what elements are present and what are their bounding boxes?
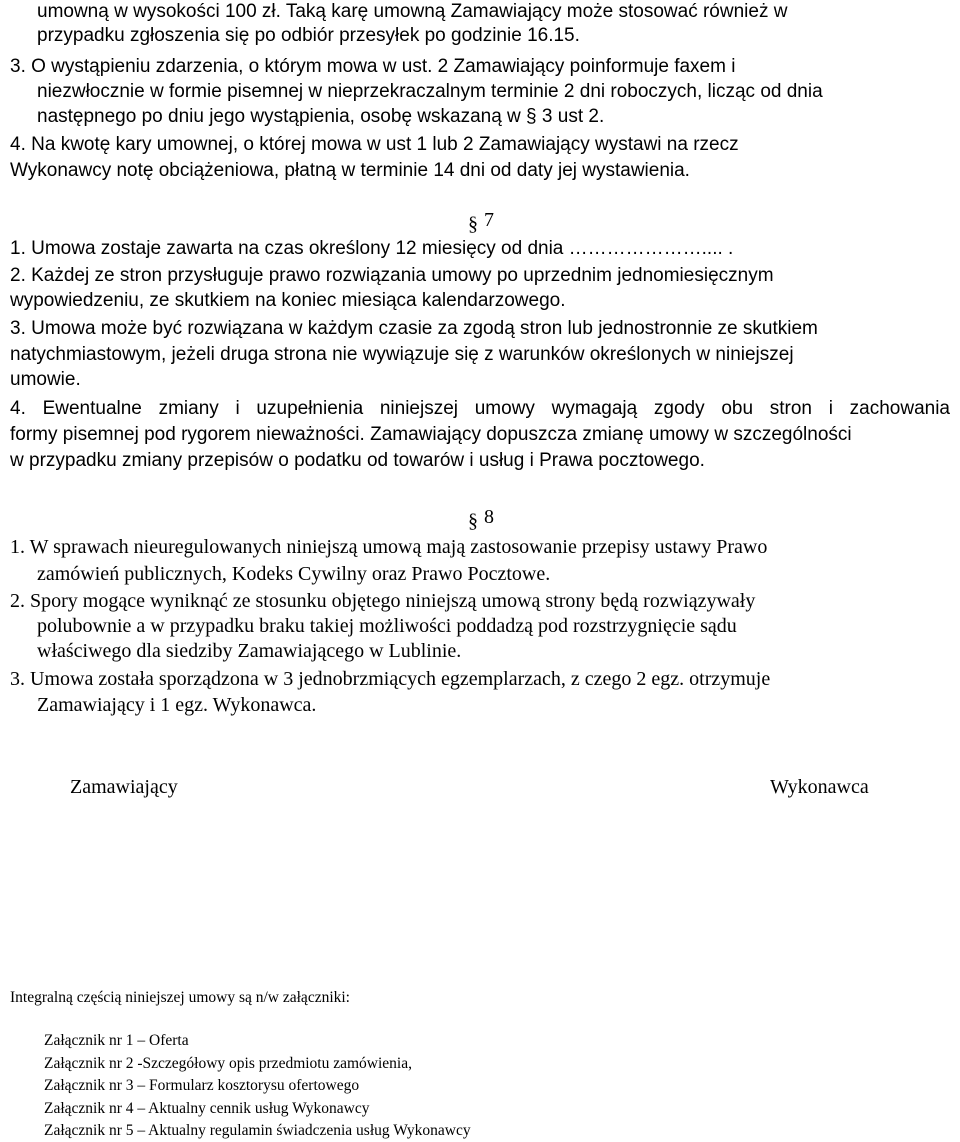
text-line: 1. Umowa zostaje zawarta na czas określony 12 miesięcy od dnia ………………….... .	[10, 238, 734, 259]
text-line: 2. Spory mogące wyniknąć ze stosunku objętego niniejszą umową strony będą rozwiązywały	[10, 590, 756, 612]
list-item: Załącznik nr 1 – Oferta	[44, 1032, 189, 1049]
text-line: umowną w wysokości 100 zł. Taką karę umowną Zamawiający może stosować również w	[37, 1, 788, 22]
paragraph-sign: §	[468, 213, 478, 235]
signature-zamawiajacy: Zamawiający	[70, 776, 178, 798]
text-line: 1. W sprawach nieuregulowanych niniejszą umową mają zastosowanie przepisy ustawy Prawo	[10, 536, 768, 558]
paragraph-sign: §	[468, 510, 478, 532]
list-item: Załącznik nr 4 – Aktualny cennik usług Wykonawcy	[44, 1100, 370, 1117]
text-line: 3. O wystąpieniu zdarzenia, o którym mowa w ust. 2 Zamawiający poinformuje faxem i	[10, 56, 736, 77]
text-line: Wykonawcy notę obciążeniowa, płatną w terminie 14 dni od daty jej wystawienia.	[10, 160, 690, 181]
text-line: w przypadku zmiany przepisów o podatku od towarów i usług i Prawa pocztowego.	[10, 450, 705, 471]
text-line: 2. Każdej ze stron przysługuje prawo rozwiązania umowy po uprzednim jednomiesięcznym	[10, 265, 774, 286]
section-number: 7	[484, 209, 494, 231]
text-line: formy pisemnej pod rygorem nieważności. Zamawiający dopuszcza zmianę umowy w szczególności	[10, 424, 852, 445]
text-line: następnego po dniu jego wystąpienia, osobę wskazaną w § 3 ust 2.	[37, 106, 605, 127]
text-line: niezwłocznie w formie pisemnej w nieprzekraczalnym terminie 2 dni roboczych, licząc od dnia	[37, 81, 823, 102]
text-line: 4. Ewentualne zmiany i uzupełnienia niniejszej umowy wymagają zgody obu stron i zachowania	[10, 398, 950, 419]
list-item: Załącznik nr 3 – Formularz kosztorysu ofertowego	[44, 1077, 360, 1094]
text-line: 4. Na kwotę kary umownej, o której mowa w ust 1 lub 2 Zamawiający wystawi na rzecz	[10, 134, 739, 155]
text-line: natychmiastowym, jeżeli druga strona nie wywiązuje się z warunków określonych w niniejszej	[10, 344, 794, 365]
section-7-heading	[468, 208, 494, 235]
text-line: umowie.	[10, 369, 81, 390]
text-line: Zamawiający i 1 egz. Wykonawca.	[37, 694, 317, 716]
section-8-heading	[468, 505, 494, 532]
text-line: zamówień publicznych, Kodeks Cywilny oraz Prawo Pocztowe.	[37, 563, 551, 585]
text-line: przypadku zgłoszenia się po odbiór przesyłek po godzinie 16.15.	[37, 25, 580, 46]
list-item: Załącznik nr 5 – Aktualny regulamin świadczenia usług Wykonawcy	[44, 1122, 471, 1139]
attachments-heading: Integralną częścią niniejszej umowy są n/w załączniki:	[10, 989, 350, 1006]
list-item: Załącznik nr 2 -Szczegółowy opis przedmiotu zamówienia,	[44, 1055, 412, 1072]
text-line: 3. Umowa może być rozwiązana w każdym czasie za zgodą stron lub jednostronnie ze skutkiem	[10, 318, 818, 339]
text-line: polubownie a w przypadku braku takiej możliwości poddadzą pod rozstrzygnięcie sądu	[37, 615, 737, 637]
text-line: wypowiedzeniu, ze skutkiem na koniec miesiąca kalendarzowego.	[10, 290, 566, 311]
section-number: 8	[484, 506, 494, 528]
text-line: właściwego dla siedziby Zamawiającego w Lublinie.	[37, 640, 462, 662]
signature-wykonawca: Wykonawca	[770, 776, 869, 798]
text-line: 3. Umowa została sporządzona w 3 jednobrzmiących egzemplarzach, z czego 2 egz. otrzymuje	[10, 668, 771, 690]
